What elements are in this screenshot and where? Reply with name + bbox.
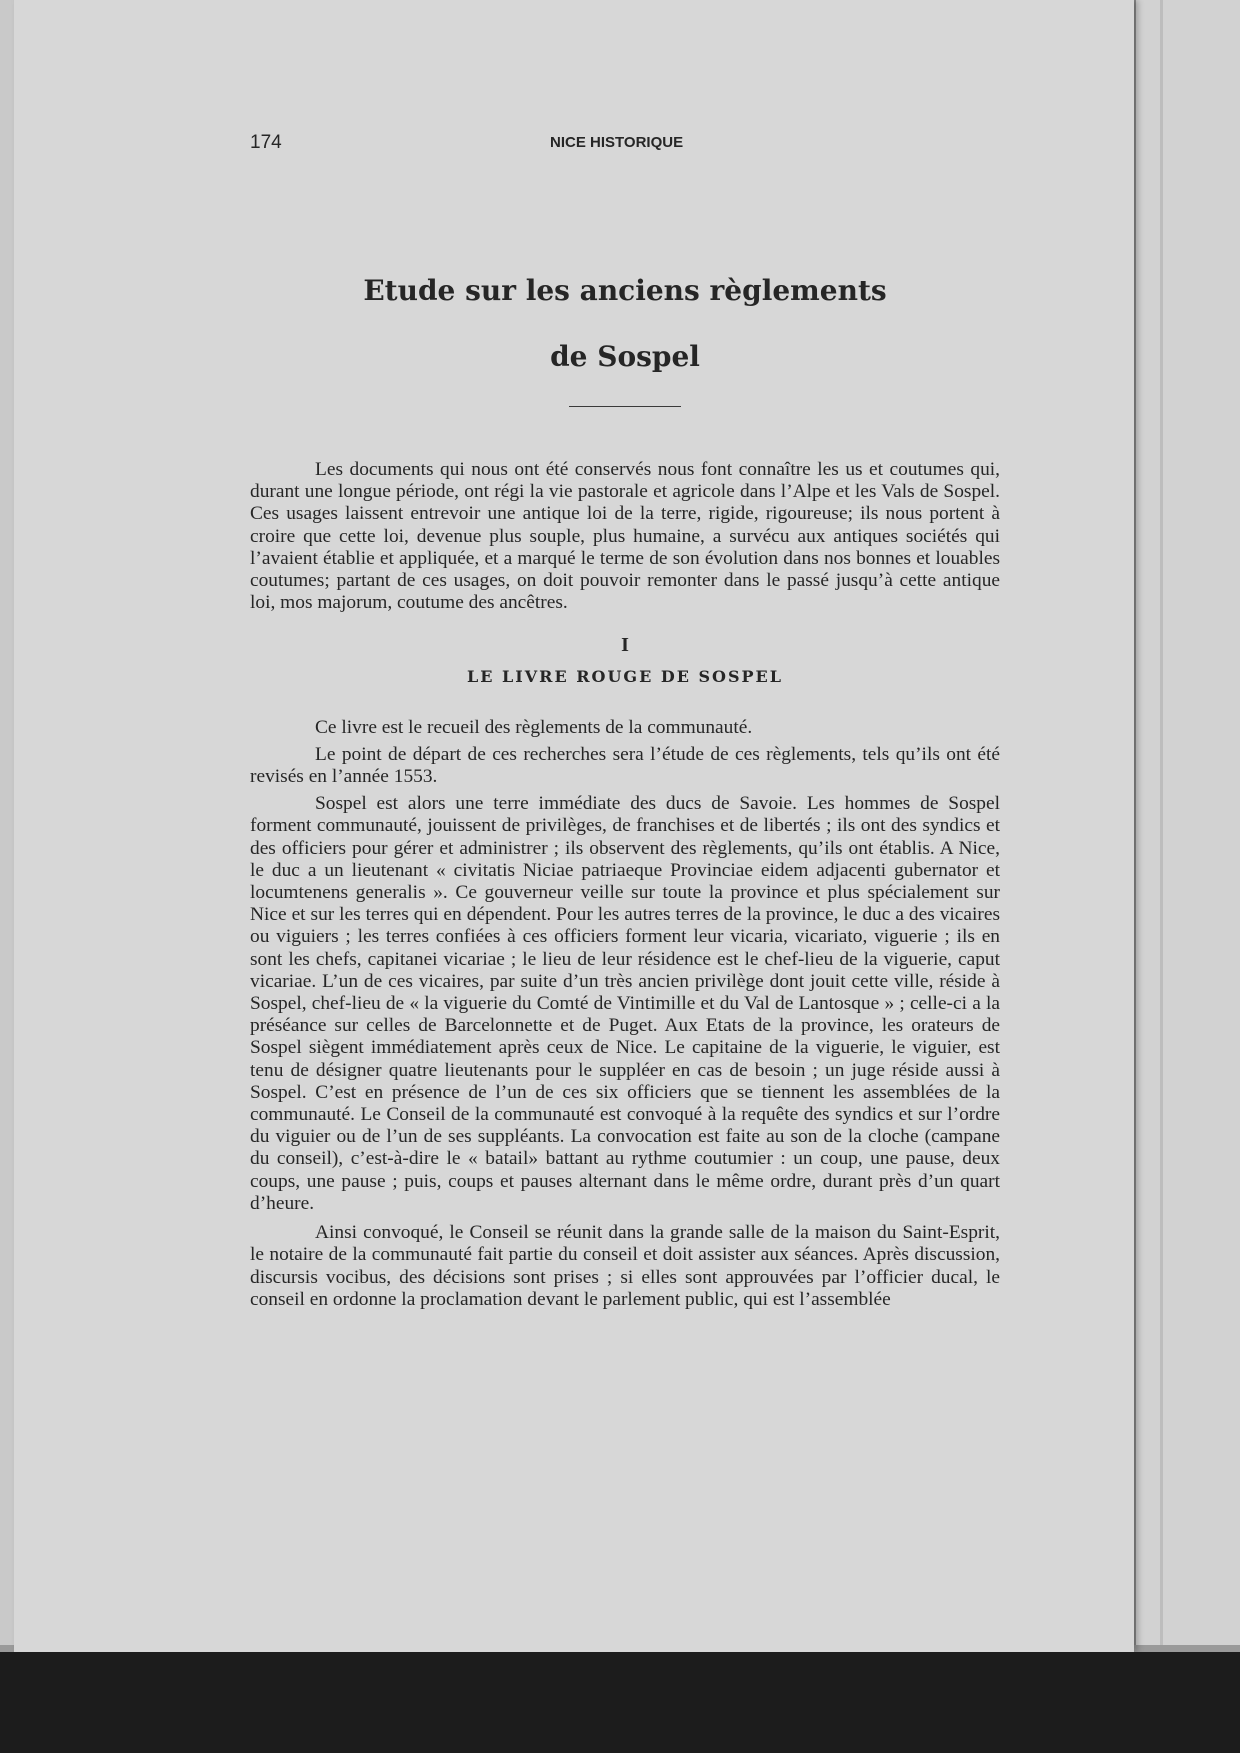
scanner-background bbox=[0, 1652, 1240, 1753]
section-paragraph-2: Le point de départ de ces recherches sera l’étude de ces règlements, tels qu’ils ont été revisés en l’année 1553. bbox=[250, 743, 1000, 788]
article-title bbox=[250, 258, 1000, 390]
body-text bbox=[250, 459, 1000, 1311]
section-paragraph-1: Ce livre est le recueil des règlements de la communauté. bbox=[315, 716, 753, 738]
article-title-line-1: Etude sur les anciens règlements bbox=[363, 274, 887, 307]
section-paragraph-4: Ainsi convoqué, le Conseil se réunit dans la grande salle de la maison du Saint-Esprit, le notaire de la communauté fait partie du conseil et doit assister aux séances. Après discussion, discursis vocibus, des décisions sont prises ; si elles sont approuvées par l’officier ducal, le conseil en ordonne la proclamation devant le parlement public, qui est l’assemblée bbox=[250, 1222, 1000, 1310]
running-head bbox=[250, 132, 1000, 156]
section-heading: LE LIVRE ROUGE DE SOSPEL bbox=[466, 667, 783, 687]
next-sheet-edge bbox=[1134, 0, 1240, 1648]
text-block bbox=[250, 132, 1000, 1311]
intro-paragraph: Les documents qui nous ont été conservés nous font connaître les us et coutumes qui, durant une longue période, ont régi la vie pastorale et agricole dans l’Alpe et les Vals de Sospel. Ces usages laissent entrevoir une antique loi de la terre, rigide, rigoureuse; ils nous portent à croire que cette loi, devenue plus souple, plus humaine, a survécu aux antiques sociétés qui l’avaient établie et appliquée, et a marqué le terme de son évolution dans nos bonnes et louables coutumes; partant de ces usages, on doit pouvoir remonter dans le passé jusqu’à cette antique loi, mos majorum, coutume des ancêtres. bbox=[250, 459, 1000, 614]
section-numeral: I bbox=[621, 634, 629, 657]
journal-title: NICE HISTORIQUE bbox=[550, 134, 684, 151]
section-paragraph-3: Sospel est alors une terre immédiate des ducs de Savoie. Les hommes de Sospel forment communauté, jouissent de privilèges, de franchises et de libertés ; ils ont des syndics et des officiers pour gérer et administrer ; ils observent des règlements, qu’ils ont établis. A Nice, le duc a un lieutenant « civitatis Niciae patriaeque Provinciae eidem adjacenti gubernator et locumtenens generalis ». Ce gouverneur veille sur toute la province et plus spécialement sur Nice et sur les terres qui en dépendent. Pour les autres terres de la province, le duc a des vicaires ou viguiers ; les terres confiées à ces officiers forment leur vicaria, vicariato, viguerie ; ils en sont les chefs, capitanei vicariae ; le lieu de leur résidence est le chef-lieu de la viguerie, caput vicariae. L’un de ces vicaires, par suite d’un très ancien privilège dont jouit cette ville, réside à Sospel, chef-lieu de « la viguerie du Comté de Vintimille et du Val de Lantosque » ; celle-ci a la préséance sur celles de Barcelonnette et de Puget. Aux Etats de la province, les orateurs de Sospel siègent immédiatement après ceux de Nice. Le capitaine de la viguerie, le viguier, est tenu de désigner quatre lieutenants pour le suppléer en cas de besoin ; un juge réside aussi à Sospel. C’est en présence de l’un de ces six officiers que se tiennent les assemblées de la communauté. Le Conseil de la communauté est convoqué à la requête des syndics et sur l’ordre du viguier ou de l’un de ses suppléants. La convocation est faite au son de la cloche (campane du conseil), c’est-à-dire le « batail» battant au rythme coutumier : un coup, une pause, deux coups, une pause ; puis, coups et pauses alternant dans le même ordre, durant près d’un quart d’heure. bbox=[250, 793, 1000, 1214]
page-number: 174 bbox=[250, 132, 282, 153]
title-divider bbox=[569, 406, 681, 407]
sheet-fold-line bbox=[1160, 0, 1163, 1648]
article-title-line-2: de Sospel bbox=[550, 340, 700, 373]
